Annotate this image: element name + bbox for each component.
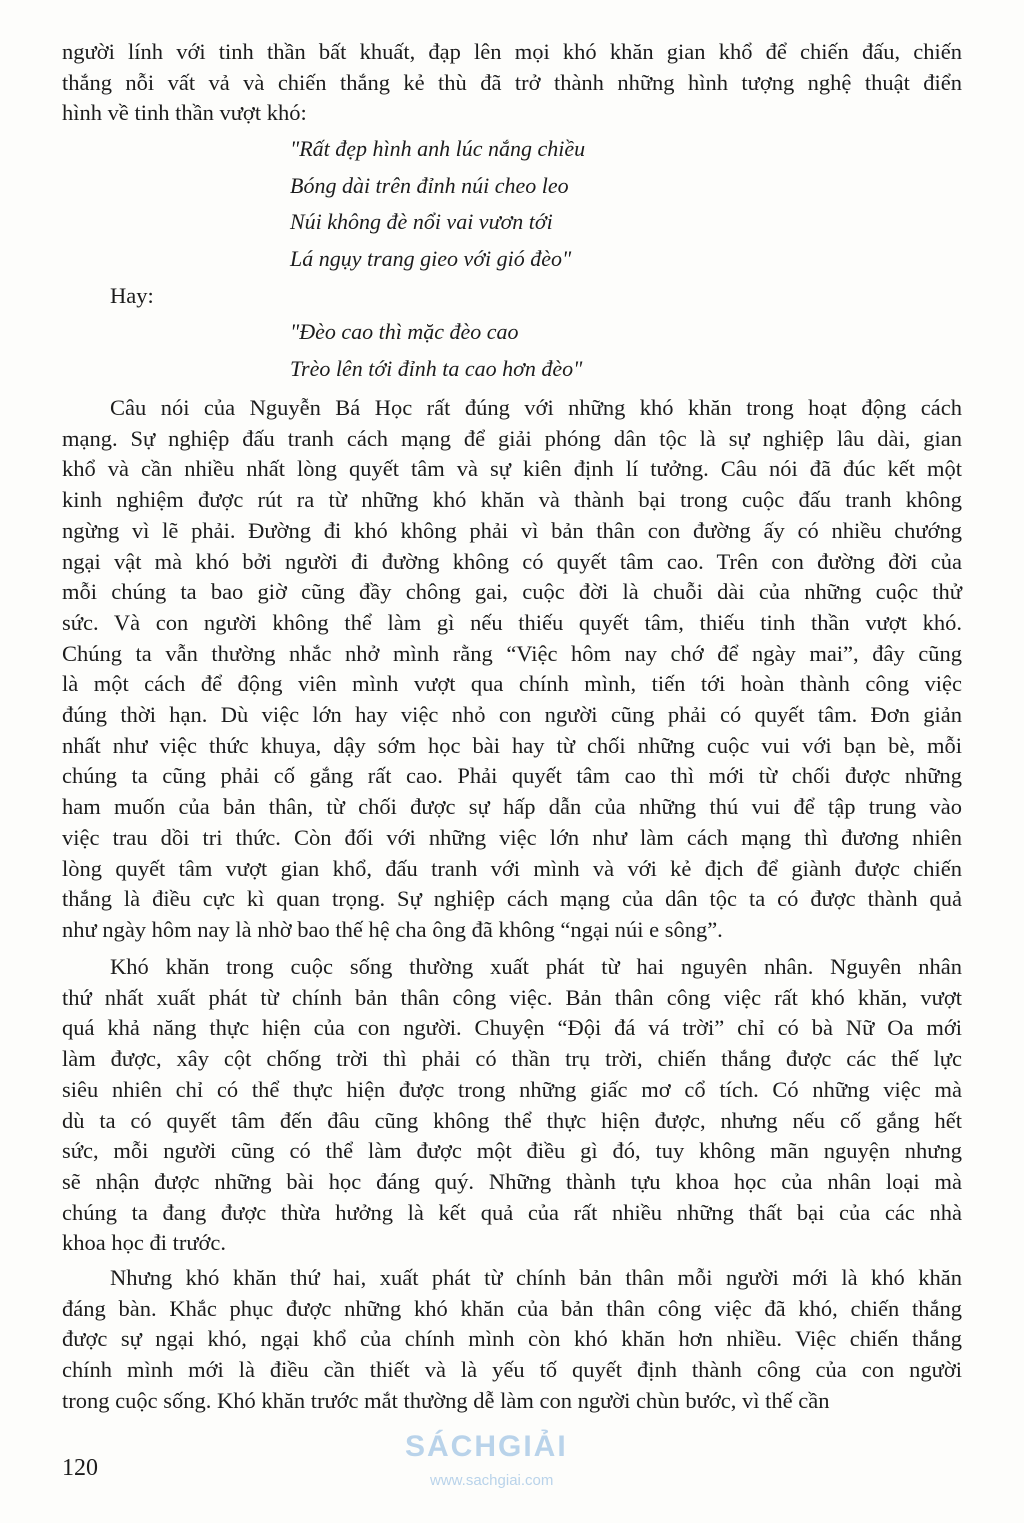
text-line: sức. Và con người không thể làm gì nếu thiếu quyết tâm, thiếu tinh thần vượt khó. [62, 609, 962, 635]
poem-quote-2 [290, 314, 582, 387]
text-line: làm được, xây cột chống trời thì phải có thần trụ trời, chiến thắng được các thế lực [62, 1046, 962, 1072]
poem-line: "Đèo cao thì mặc đèo cao [290, 319, 519, 344]
text-line: Câu nói của Nguyễn Bá Học rất đúng với những khó khăn trong hoạt động cách [110, 395, 962, 420]
hay-label: Hay: [110, 283, 154, 308]
poem-line: "Rất đẹp hình anh lúc nắng chiều [290, 136, 586, 161]
poem-line: Trèo lên tới đỉnh ta cao hơn đèo" [290, 355, 583, 381]
text-line: là một cách để động viên mình vượt qua chính mình, tiến tới hoàn thành công việc [62, 671, 962, 697]
text-line: khoa học đi trước. [62, 1230, 227, 1256]
text-line: kinh nghiệm được rút ra từ những khó khăn và thành bại trong cuộc đấu tranh không [62, 487, 962, 513]
text-line: Khó khăn trong cuộc sống thường xuất phát từ hai nguyên nhân. Nguyên nhân [110, 954, 962, 979]
text-line: hình về tinh thần vượt khó: [62, 100, 307, 126]
text-line: ngại vật mà khó bởi người đi đường không có quyết tâm cao. Trên con đường đời của [62, 548, 962, 574]
text-line: trong cuộc sống. Khó khăn trước mắt thường dễ làm con người chùn bước, vì thế cần [62, 1387, 830, 1413]
poem-line: Bóng dài trên đỉnh núi cheo leo [290, 172, 569, 198]
intro-paragraph [62, 37, 962, 129]
text-line: khổ và cần nhiều nhất lòng quyết tâm và sự kiên định lí tưởng. Câu nói đã đúc kết một [62, 456, 962, 482]
text-line: thắng nỗi vất vả và chiến thắng kẻ thù đã trở thành những hình tượng nghệ thuật điển [62, 69, 962, 95]
text-line: đúng thời hạn. Dù việc lớn hay việc nhỏ con người cũng phải có quyết tâm. Đơn giản [62, 702, 962, 728]
paragraph-1 [62, 393, 962, 946]
text-line: mạng. Sự nghiệp đấu tranh cách mạng để giải phóng dân tộc là sự nghiệp lâu dài, gian [62, 425, 962, 451]
text-line: thứ nhất xuất phát từ chính bản thân công việc. Bản thân công việc rất khó khăn, vượt [62, 984, 962, 1010]
watermark-logo: SÁCHGIẢI [405, 1430, 568, 1463]
poem-line: Núi không đè nổi vai vươn tới [290, 209, 553, 235]
text-line: ngừng vì lẽ phải. Đường đi khó không phải vì bản thân con đường ấy có nhiều chướng [62, 517, 962, 543]
text-line: như ngày hôm nay là nhờ bao thế hệ cha ông đã không “ngại núi e sông”. [62, 916, 723, 942]
page-number: 120 [62, 1455, 98, 1481]
paragraph-3 [62, 1263, 962, 1417]
text-line: siêu nhiên chỉ có thể thực hiện được trong những giấc mơ cổ tích. Có những việc mà [62, 1076, 962, 1102]
text-line: Nhưng khó khăn thứ hai, xuất phát từ chính bản thân mỗi người mới là khó khăn [110, 1265, 962, 1290]
text-line: nhất như việc thức khuya, dậy sớm học bài hay từ chối những cuộc vui với bạn bè, mỗi [62, 732, 962, 758]
text-line: lòng quyết tâm vượt gian khổ, đấu tranh với mình và với kẻ địch để giành được chiến [62, 855, 962, 881]
text-line: đáng bàn. Khắc phục được những khó khăn của bản thân công việc đã khó, chiến thắng [62, 1295, 962, 1321]
text-line: được sự ngại khó, ngại khổ của chính mình còn khó khăn hơn nhiều. Việc chiến thắng [62, 1326, 962, 1352]
text-line: thắng là điều cực kì quan trọng. Sự nghiệp cách mạng của dân tộc ta có được thành quả [62, 886, 962, 912]
text-line: người lính với tinh thần bất khuất, đạp lên mọi khó khăn gian khổ để chiến đấu, chiến [62, 39, 962, 64]
text-line: chính mình mới là điều cần thiết và là yếu tố quyết định thành công của con người [62, 1357, 962, 1383]
text-line: ham muốn của bản thân, từ chối được sự hấp dẫn của những thú vui để tập trung vào [62, 794, 962, 820]
text-line: chúng ta đang được thừa hưởng là kết quả của rất nhiều những thất bại của các nhà [62, 1199, 962, 1225]
text-line: mỗi chúng ta bao giờ cũng đầy chông gai, cuộc đời là chuỗi dài của những cuộc thử [62, 579, 962, 605]
text-line: việc trau dồi tri thức. Còn đối với những việc lớn như làm cách mạng thì đương nhiên [62, 824, 962, 850]
text-line: dù ta có quyết tâm đến đâu cũng không thể thực hiện được, nhưng nếu cố gắng hết [62, 1107, 962, 1133]
text-line: sẽ nhận được những bài học đáng quý. Những thành tựu khoa học của nhân loại mà [62, 1168, 962, 1194]
watermark-url: www.sachgiai.com [430, 1472, 554, 1489]
text-line: Chúng ta vẫn thường nhắc nhở mình rằng “Việc hôm nay chớ để ngày mai”, đây cũng [62, 640, 962, 666]
text-line: sức, mỗi người cũng có thể làm được một điều gì đó, tuy không mãn nguyện nhưng [62, 1138, 962, 1164]
text-line: chúng ta cũng phải cố gắng rất cao. Phải quyết tâm cao thì mới từ chối được những [62, 763, 962, 789]
text-line: quá khả năng thực hiện của con người. Chuyện “Đội đá vá trời” chỉ có bà Nữ Oa mới [62, 1015, 962, 1041]
poem-quote-1 [290, 131, 585, 278]
poem-line: Lá ngụy trang gieo với gió đèo" [290, 246, 572, 272]
paragraph-2 [62, 952, 962, 1259]
